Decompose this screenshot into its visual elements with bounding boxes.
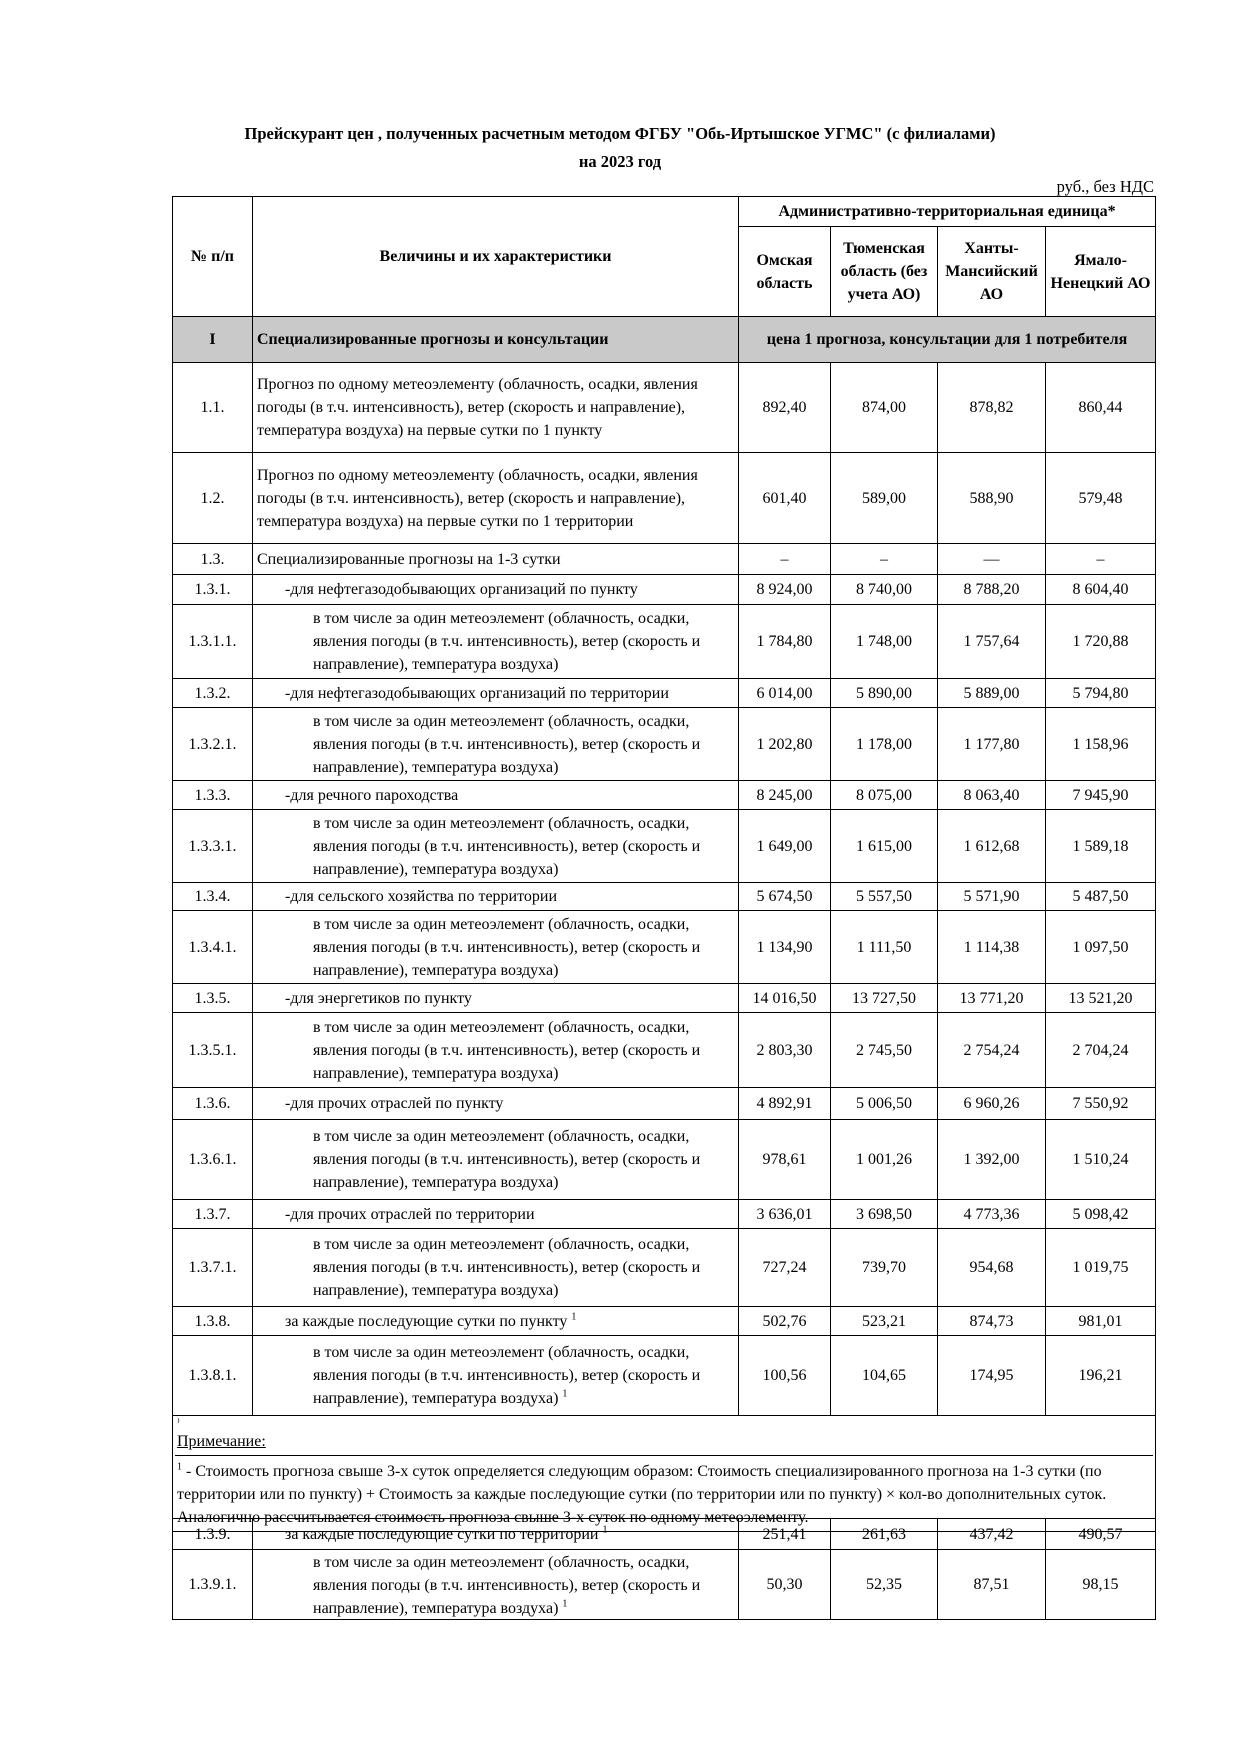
table-row (173, 605, 1156, 679)
value-omsk: 8 245,00 (739, 781, 831, 810)
row-description-cell (253, 1229, 739, 1307)
header-region-tyumen: Тюменская область (без учета АО) (831, 227, 938, 317)
value-tyumen: 261,63 (831, 1519, 938, 1550)
value-omsk: 1 134,90 (739, 911, 831, 984)
price-table-continued (172, 1518, 1156, 1620)
value-yanao: 5 098,42 (1046, 1200, 1156, 1229)
value-yanao: 98,15 (1046, 1550, 1156, 1620)
row-num: 1.3.7. (173, 1200, 253, 1229)
table-row (173, 1336, 1156, 1416)
header-region-khmao: Ханты-Мансийский АО (938, 227, 1046, 317)
row-description: -для прочих отраслей по территории (285, 1205, 535, 1223)
row-description-cell (253, 883, 739, 911)
header-description: Величины и их характеристики (253, 197, 739, 317)
row-description-cell (253, 984, 739, 1013)
value-khmao: 4 773,36 (938, 1200, 1046, 1229)
row-num: 1.2. (173, 453, 253, 544)
value-omsk: 4 892,91 (739, 1088, 831, 1120)
value-tyumen: 104,65 (831, 1336, 938, 1416)
value-khmao: 874,73 (938, 1307, 1046, 1336)
row-num: 1.1. (173, 363, 253, 453)
row-description: в том числе за один метеоэлемент (облачность, осадки, явления погоды (в т.ч. интенсивность), ветер (скорость и направление), температура воздуха) (313, 1344, 701, 1407)
value-yanao: 2 704,24 (1046, 1013, 1156, 1088)
table-row (173, 363, 1156, 453)
value-yanao: 8 604,40 (1046, 575, 1156, 605)
header-region-yanao: Ямало-Ненецкий АО (1046, 227, 1156, 317)
value-khmao: 6 960,26 (938, 1088, 1046, 1120)
value-tyumen: 3 698,50 (831, 1200, 938, 1229)
value-khmao: 1 612,68 (938, 810, 1046, 883)
section-label: Специализированные прогнозы и консультации (253, 317, 739, 363)
value-tyumen: 52,35 (831, 1550, 938, 1620)
header-region-omsk: Омская область (739, 227, 831, 317)
row-description-cell (253, 1088, 739, 1120)
footnote-mark: ⁾ (177, 1416, 180, 1429)
document-title: Прейскурант цен , полученных расчетным методом ФГБУ "Обь-Иртышское УГМС" (с филиалами) (244, 124, 996, 143)
value-tyumen: 589,00 (831, 453, 938, 544)
value-tyumen: 5 890,00 (831, 679, 938, 708)
table-row (173, 1519, 1156, 1550)
header-num: № п/п (173, 197, 253, 317)
row-description: за каждые последующие сутки по пункту (285, 1312, 568, 1330)
footnote-ref: 1 (562, 1598, 568, 1610)
section-note: цена 1 прогноза, консультации для 1 потребителя (739, 317, 1156, 363)
value-omsk: 14 016,50 (739, 984, 831, 1013)
value-yanao: 7 550,92 (1046, 1088, 1156, 1120)
value-yanao: 1 158,96 (1046, 708, 1156, 781)
value-tyumen: 523,21 (831, 1307, 938, 1336)
footnote-ref: 1 (571, 1311, 577, 1323)
row-num: 1.3.4. (173, 883, 253, 911)
row-num: 1.3.8. (173, 1307, 253, 1336)
value-omsk: 1 784,80 (739, 605, 831, 679)
table-row (173, 1120, 1156, 1200)
row-description: в том числе за один метеоэлемент (облачность, осадки, явления погоды (в т.ч. интенсивность), ветер (скорость и направление), температура воздуха) (313, 1128, 701, 1191)
mark-row (173, 1416, 1156, 1430)
value-tyumen: 5 006,50 (831, 1088, 938, 1120)
value-khmao: 1 757,64 (938, 605, 1046, 679)
row-num: 1.3.2. (173, 679, 253, 708)
row-description: Специализированные прогнозы на 1-3 сутки (257, 550, 561, 568)
value-khmao: 588,90 (938, 453, 1046, 544)
table-row (173, 810, 1156, 883)
row-description: -для сельского хозяйства по территории (285, 888, 558, 905)
table-row (173, 1229, 1156, 1307)
value-omsk: 1 202,80 (739, 708, 831, 781)
value-omsk: – (739, 544, 831, 575)
row-description-cell (253, 1120, 739, 1200)
value-yanao: 860,44 (1046, 363, 1156, 453)
value-omsk: 100,56 (739, 1336, 831, 1416)
row-num: 1.3.3.1. (173, 810, 253, 883)
row-num: 1.3.6. (173, 1088, 253, 1120)
row-num: 1.3. (173, 544, 253, 575)
row-description-cell (253, 911, 739, 984)
table-row (173, 708, 1156, 781)
row-description: в том числе за один метеоэлемент (облачность, осадки, явления погоды (в т.ч. интенсивность), ветер (скорость и направление), температура воздуха) (313, 1553, 701, 1617)
row-description: Прогноз по одному метеоэлементу (облачность, осадки, явления погоды (в т.ч. интенсивность), ветер (скорость и направление), температура воздуха) на первые сутки по 1 территории (257, 466, 698, 530)
row-num: 1.3.2.1. (173, 708, 253, 781)
table-row (173, 781, 1156, 810)
row-num: 1.3.9. (173, 1519, 253, 1550)
table-header-row (173, 197, 1156, 227)
value-tyumen: 13 727,50 (831, 984, 938, 1013)
value-yanao: 7 945,90 (1046, 781, 1156, 810)
row-description: в том числе за один метеоэлемент (облачность, осадки, явления погоды (в т.ч. интенсивность), ветер (скорость и направление), температура воздуха) (313, 915, 701, 979)
row-description-cell (253, 1200, 739, 1229)
value-yanao: 5 794,80 (1046, 679, 1156, 708)
value-yanao: 5 487,50 (1046, 883, 1156, 911)
row-num: 1.3.1.1. (173, 605, 253, 679)
header-region-group: Административно-территориальная единица* (739, 197, 1156, 227)
value-omsk: 601,40 (739, 453, 831, 544)
table-row (173, 1550, 1156, 1620)
row-description-cell (253, 781, 739, 810)
row-description-cell (253, 363, 739, 453)
table-row (173, 1200, 1156, 1229)
row-description-cell (253, 1519, 739, 1550)
value-yanao: 981,01 (1046, 1307, 1156, 1336)
row-description-cell (253, 575, 739, 605)
row-description-cell (253, 1013, 739, 1088)
value-khmao: 2 754,24 (938, 1013, 1046, 1088)
value-yanao: 490,57 (1046, 1519, 1156, 1550)
row-description-cell (253, 605, 739, 679)
unit-note: руб., без НДС (1056, 177, 1154, 196)
value-khmao: 87,51 (938, 1550, 1046, 1620)
row-description: Прогноз по одному метеоэлементу (облачность, осадки, явления погоды (в т.ч. интенсивность), ветер (скорость и направление), температура воздуха) на первые сутки по 1 пункту (257, 376, 698, 439)
value-khmao: 174,95 (938, 1336, 1046, 1416)
value-khmao: — (938, 544, 1046, 575)
row-description: в том числе за один метеоэлемент (облачность, осадки, явления погоды (в т.ч. интенсивность), ветер (скорость и направление), температура воздуха) (313, 1236, 701, 1299)
value-yanao: 1 510,24 (1046, 1120, 1156, 1200)
value-tyumen: 1 001,26 (831, 1120, 938, 1200)
row-num: 1.3.6.1. (173, 1120, 253, 1200)
row-num: 1.3.8.1. (173, 1336, 253, 1416)
value-tyumen: 8 075,00 (831, 781, 938, 810)
value-tyumen: 739,70 (831, 1229, 938, 1307)
value-yanao: 13 521,20 (1046, 984, 1156, 1013)
value-khmao: 5 889,00 (938, 679, 1046, 708)
value-khmao: 1 114,38 (938, 911, 1046, 984)
value-khmao: 1 177,80 (938, 708, 1046, 781)
notes-row (173, 1430, 1156, 1532)
table-row (173, 883, 1156, 911)
row-num: 1.3.1. (173, 575, 253, 605)
value-khmao: 5 571,90 (938, 883, 1046, 911)
price-table (172, 196, 1156, 1532)
value-omsk: 5 674,50 (739, 883, 831, 911)
value-yanao: 1 589,18 (1046, 810, 1156, 883)
value-tyumen: 1 178,00 (831, 708, 938, 781)
value-omsk: 8 924,00 (739, 575, 831, 605)
table-row (173, 1307, 1156, 1336)
value-tyumen: – (831, 544, 938, 575)
row-description: -для прочих отраслей по пункту (285, 1095, 504, 1112)
value-omsk: 6 014,00 (739, 679, 831, 708)
section-row (173, 317, 1156, 363)
footnote-ref: 1 (562, 1388, 568, 1400)
table-row (173, 453, 1156, 544)
value-khmao: 13 771,20 (938, 984, 1046, 1013)
value-omsk: 3 636,01 (739, 1200, 831, 1229)
row-description: -для нефтегазодобывающих организаций по пункту (285, 581, 638, 598)
value-yanao: 1 097,50 (1046, 911, 1156, 984)
row-description-cell (253, 1307, 739, 1336)
value-tyumen: 1 615,00 (831, 810, 938, 883)
value-khmao: 1 392,00 (938, 1120, 1046, 1200)
row-description: в том числе за один метеоэлемент (облачность, осадки, явления погоды (в т.ч. интенсивность), ветер (скорость и направление), температура воздуха) (313, 712, 701, 776)
notes-text: - Стоимость прогноза свыше 3-х суток определяется следующим образом: Стоимость специализированного прогноза на 1-3 сутки (по территории или по пункту) + Стоимость за каждые последующие сутки (по территории или по пункту) × кол-во дополнительных суток. Аналогично рассчитывается стоимость прогноза свыше 3-х суток по одному метеоэлементу. (177, 1462, 1107, 1526)
value-khmao: 437,42 (938, 1519, 1046, 1550)
table-row (173, 679, 1156, 708)
row-description: в том числе за один метеоэлемент (облачность, осадки, явления погоды (в т.ч. интенсивность), ветер (скорость и направление), температура воздуха) (313, 814, 701, 878)
section-num: I (173, 317, 253, 363)
value-omsk: 502,76 (739, 1307, 831, 1336)
value-khmao: 954,68 (938, 1229, 1046, 1307)
row-description: -для нефтегазодобывающих организаций по территории (285, 684, 669, 702)
notes-title: Примечание: (177, 1432, 266, 1450)
value-omsk: 2 803,30 (739, 1013, 831, 1088)
value-tyumen: 874,00 (831, 363, 938, 453)
row-description: -для речного пароходства (285, 786, 459, 804)
row-num: 1.3.3. (173, 781, 253, 810)
value-tyumen: 2 745,50 (831, 1013, 938, 1088)
table-row (173, 1013, 1156, 1088)
table-row (173, 984, 1156, 1013)
row-description: за каждые последующие сутки по территории (285, 1525, 599, 1543)
table-row (173, 575, 1156, 605)
value-yanao: 1 720,88 (1046, 605, 1156, 679)
row-description-cell (253, 544, 739, 575)
row-num: 1.3.7.1. (173, 1229, 253, 1307)
value-yanao: 1 019,75 (1046, 1229, 1156, 1307)
row-num: 1.3.5. (173, 984, 253, 1013)
footnote-ref: 1 (602, 1524, 608, 1536)
table-row (173, 1088, 1156, 1120)
table-row (173, 911, 1156, 984)
value-khmao: 878,82 (938, 363, 1046, 453)
row-description: -для энергетиков по пункту (285, 989, 472, 1007)
table-row (173, 544, 1156, 575)
value-yanao: 579,48 (1046, 453, 1156, 544)
value-omsk: 892,40 (739, 363, 831, 453)
row-description: в том числе за один метеоэлемент (облачность, осадки, явления погоды (в т.ч. интенсивность), ветер (скорость и направление), температура воздуха) (313, 1018, 701, 1082)
value-tyumen: 5 557,50 (831, 883, 938, 911)
value-omsk: 978,61 (739, 1120, 831, 1200)
notes-footnote-ref: 1 (177, 1461, 182, 1473)
row-description-cell (253, 453, 739, 544)
row-description-cell (253, 679, 739, 708)
row-description-cell (253, 1336, 739, 1416)
row-description-cell (253, 1550, 739, 1620)
value-tyumen: 1 748,00 (831, 605, 938, 679)
value-omsk: 1 649,00 (739, 810, 831, 883)
value-yanao: 196,21 (1046, 1336, 1156, 1416)
row-num: 1.3.4.1. (173, 911, 253, 984)
value-tyumen: 1 111,50 (831, 911, 938, 984)
document-subtitle-year: на 2023 год (578, 152, 662, 171)
value-khmao: 8 063,40 (938, 781, 1046, 810)
value-tyumen: 8 740,00 (831, 575, 938, 605)
value-omsk: 50,30 (739, 1550, 831, 1620)
row-num: 1.3.9.1. (173, 1550, 253, 1620)
value-omsk: 251,41 (739, 1519, 831, 1550)
value-omsk: 727,24 (739, 1229, 831, 1307)
row-description-cell (253, 708, 739, 781)
row-description-cell (253, 810, 739, 883)
value-khmao: 8 788,20 (938, 575, 1046, 605)
row-description: в том числе за один метеоэлемент (облачность, осадки, явления погоды (в т.ч. интенсивность), ветер (скорость и направление), температура воздуха) (313, 610, 701, 673)
value-yanao: – (1046, 544, 1156, 575)
row-num: 1.3.5.1. (173, 1013, 253, 1088)
